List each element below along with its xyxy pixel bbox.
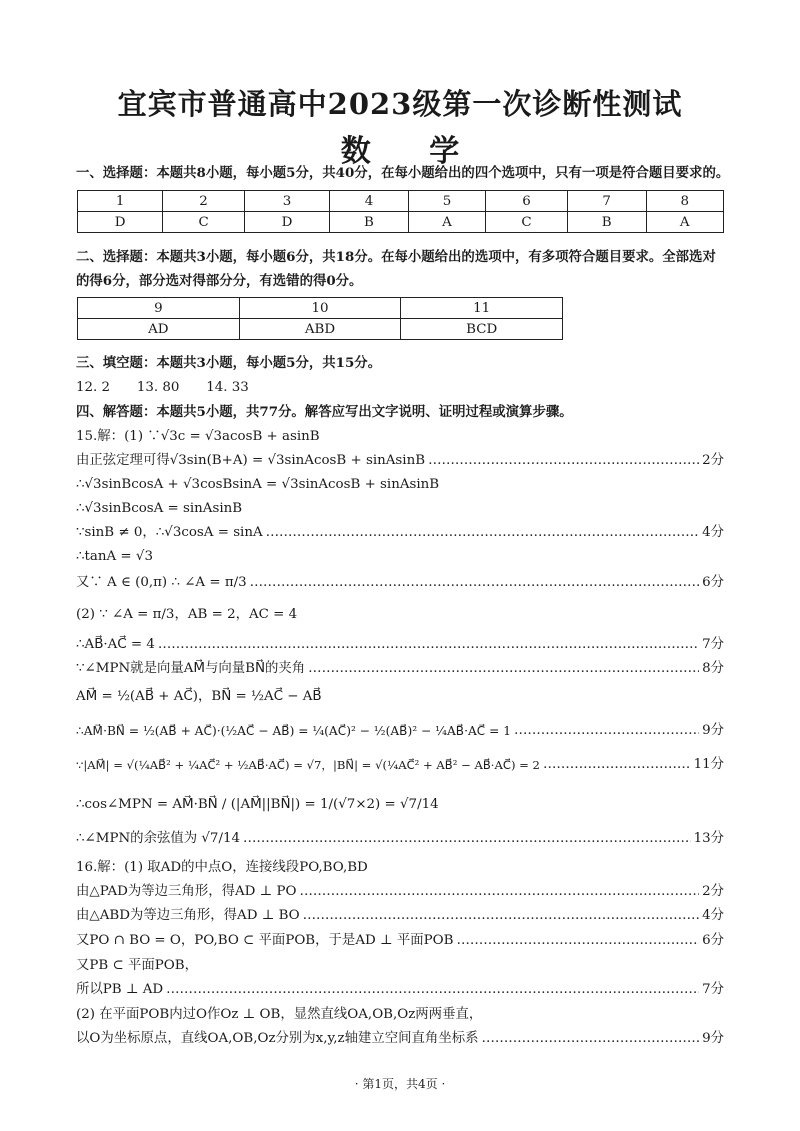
section3-heading: 三、填空题：本题共3小题，每小题5分，共15分。	[76, 355, 382, 371]
q16-scored-line	[76, 907, 724, 929]
leader-dots	[303, 907, 699, 929]
leader-dots	[482, 1030, 700, 1052]
q16-step-text: 由△ABD为等边三角形，得AD ⊥ BO	[76, 908, 300, 923]
q15-step-text: ∵sinB ≠ 0，∴√3cosA = sinA	[76, 525, 263, 540]
table-row	[78, 212, 724, 233]
fill-in-answers: 12. 2 13. 80 14. 33	[76, 380, 249, 395]
score-label: 6分	[702, 575, 724, 590]
q15-scored-line	[76, 636, 724, 658]
section2-answer-table	[77, 297, 563, 340]
table-cell: 3	[244, 191, 329, 212]
leader-dots	[543, 756, 691, 778]
q15-step-text: 由正弦定理可得√3sin(B+A) = √3sinAcosB + sinAsinB	[76, 453, 426, 468]
table-cell: 5	[408, 191, 485, 212]
q16-step-text: 由△PAD为等边三角形，得AD ⊥ PO	[76, 884, 297, 899]
q15-line: ∴√3sinBcosA + √3cosBsinA = √3sinAcosB + sinAsinB	[76, 477, 440, 492]
q15-step-text: ∴AM⃗·BN⃗ = ½(AB⃗ + AC⃗)·(½AC⃗ − AB⃗) = ¼(AC⃗)² − ½(AB⃗)² − ¼AB⃗·AC⃗ = 1	[76, 724, 512, 738]
table-cell: AD	[78, 319, 240, 340]
score-label: 7分	[702, 982, 724, 997]
table-cell: 11	[401, 298, 563, 319]
table-cell: C	[486, 212, 568, 233]
q15-scored-line	[76, 524, 724, 546]
score-label: 9分	[702, 1031, 724, 1046]
q15-scored-line	[76, 756, 724, 778]
section2-heading-line1: 二、选择题：本题共3小题，每小题6分，共18分。在每小题给出的选项中，有多项符合题目要求。全部选对	[76, 249, 716, 265]
table-cell: ABD	[239, 319, 401, 340]
q15-line: ∴cos∠MPN = AM⃗·BN⃗ / (|AM⃗||BN⃗|) = 1/(√7×2) = √7/14	[76, 797, 439, 812]
table-cell: BCD	[401, 319, 563, 340]
q15-line: ∴tanA = √3	[76, 549, 153, 564]
leader-dots	[514, 722, 699, 744]
q15-line: (2) ∵ ∠A = π/3，AB = 2，AC = 4	[76, 607, 298, 622]
score-label: 7分	[702, 637, 724, 652]
q16-scored-line	[76, 932, 724, 954]
section4-heading: 四、解答题：本题共5小题，共77分。解答应写出文字说明、证明过程或演算步骤。	[76, 404, 573, 420]
score-label: 4分	[702, 525, 724, 540]
score-label: 8分	[702, 661, 724, 676]
section1-heading: 一、选择题：本题共8小题，每小题5分，共40分，在每小题给出的四个选项中，只有一项是符合题目要求的。	[76, 165, 730, 181]
q15-line: AM⃗ = ½(AB⃗ + AC⃗)，BN⃗ = ½AC⃗ − AB⃗	[76, 689, 322, 704]
table-cell: B	[330, 212, 409, 233]
q15-scored-line	[76, 452, 724, 474]
table-cell: 2	[163, 191, 245, 212]
table-cell: D	[244, 212, 329, 233]
table-cell: 9	[78, 298, 240, 319]
q15-step-text: ∵|AM⃗| = √(¼AB⃗² + ¼AC⃗² + ½AB⃗·AC⃗) = √7，|BN⃗| = √(¼AC⃗² + AB⃗² − AB⃗·AC⃗) = 2	[76, 758, 540, 772]
table-cell: C	[163, 212, 245, 233]
leader-dots	[428, 452, 699, 474]
q16-line: 16.解：(1) 取AD的中点O，连接线段PO,BO,BD	[76, 860, 368, 875]
table-row	[78, 191, 724, 212]
leader-dots	[308, 660, 699, 682]
q15-scored-line	[76, 574, 724, 596]
section1-answer-table	[77, 190, 724, 233]
leader-dots	[456, 932, 699, 954]
q15-step-text: 又∵ A ∈ (0,π) ∴ ∠A = π/3	[76, 575, 247, 590]
q15-scored-line	[76, 830, 724, 852]
q16-line: 又PB ⊂ 平面POB，	[76, 958, 198, 973]
subject-title: 数 学	[340, 134, 484, 169]
score-label: 2分	[702, 884, 724, 899]
score-label: 9分	[702, 723, 724, 738]
q15-scored-line	[76, 660, 724, 682]
table-row	[78, 298, 563, 319]
score-label: 6分	[702, 933, 724, 948]
table-row	[78, 319, 563, 340]
table-cell: A	[646, 212, 723, 233]
q15-step-text: ∴AB⃗·AC⃗ = 4	[76, 637, 155, 652]
leader-dots	[166, 981, 699, 1003]
section2-heading-line2: 的得6分，部分选对得部分分，有选错的得0分。	[76, 273, 363, 289]
page-title: 宜宾市普通高中2023级第一次诊断性测试	[117, 87, 683, 121]
table-cell: A	[408, 212, 485, 233]
table-cell: 4	[330, 191, 409, 212]
score-label: 2分	[702, 453, 724, 468]
table-cell: 7	[567, 191, 646, 212]
q16-step-text: 又PO ∩ BO = O，PO,BO ⊂ 平面POB，于是AD ⊥ 平面POB	[76, 933, 454, 948]
q15-scored-line	[76, 722, 724, 744]
leader-dots	[250, 574, 699, 596]
leader-dots	[300, 883, 700, 905]
q16-step-text: 以O为坐标原点，直线OA,OB,Oz分别为x,y,z轴建立空间直角坐标系	[76, 1031, 479, 1046]
q15-step-text: ∴∠MPN的余弦值为 √7/14	[76, 831, 240, 846]
q16-step-text: 所以PB ⊥ AD	[76, 982, 164, 997]
leader-dots	[158, 636, 699, 658]
q16-scored-line	[76, 1030, 724, 1052]
score-label: 13分	[693, 831, 724, 846]
page-footer: · 第1页，共4页 ·	[354, 1077, 446, 1091]
score-label: 4分	[702, 908, 724, 923]
q16-line: (2) 在平面POB内过O作Oz ⊥ OB，显然直线OA,OB,Oz两两垂直，	[76, 1007, 483, 1022]
table-cell: B	[567, 212, 646, 233]
table-cell: 6	[486, 191, 568, 212]
q16-scored-line	[76, 981, 724, 1003]
leader-dots	[243, 830, 691, 852]
table-cell: 8	[646, 191, 723, 212]
leader-dots	[266, 524, 699, 546]
q15-line: 15.解：(1) ∵√3c = √3acosB + asinB	[76, 429, 320, 444]
q15-line: ∴√3sinBcosA = sinAsinB	[76, 501, 243, 516]
q16-scored-line	[76, 883, 724, 905]
table-cell: 1	[78, 191, 163, 212]
table-cell: D	[78, 212, 163, 233]
table-cell: 10	[239, 298, 401, 319]
score-label: 11分	[693, 757, 724, 772]
q15-step-text: ∵∠MPN就是向量AM⃗与向量BN⃗的夹角	[76, 661, 306, 676]
